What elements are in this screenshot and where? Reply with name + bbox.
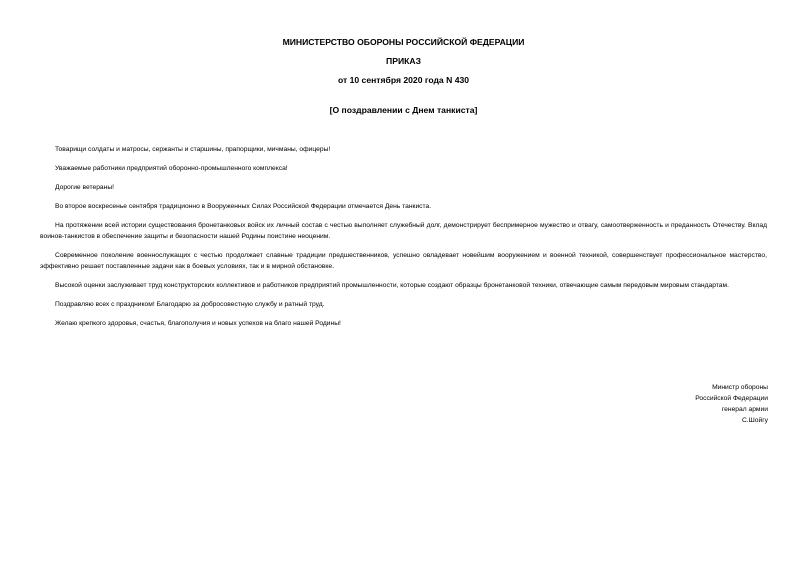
document-date-number: от 10 сентября 2020 года N 430 — [337, 75, 470, 85]
paragraph-wishes: Желаю крепкого здоровья, счастья, благополучия и новых успехов на благо нашей Родины! — [55, 320, 341, 327]
organization-heading: МИНИСТЕРСТВО ОБОРОНЫ РОССИЙСКОЙ ФЕДЕРАЦИИ — [282, 37, 525, 47]
paragraph-congratulations: Поздравляю всех с праздником! Благодарю за добросовестную службу и ратный труд. — [55, 301, 325, 308]
paragraph-holiday-intro: Во второе воскресенье сентября традиционно в Вооруженных Силах Российской Федерации отмечается День танкиста. — [55, 203, 432, 210]
document-body — [40, 144, 767, 337]
paragraph-industry-praise: Высокой оценки заслуживает труд конструкторских коллективов и работников предприятий промышленности, которые создают образцы бронетанковой техники, отвечающие самым передовым мировым стандартам. — [55, 282, 729, 289]
paragraph-history: На протяжении всей истории существования бронетанковых войск их личный состав с честью выполняет служебный долг, демонстрирует беспримерное мужество и отвагу, самоотверженность и преданность Отечеству. Вклад воинов-танкистов в обеспечение защиты и безопасности нашей Родины поистине неоценим. — [40, 222, 767, 240]
paragraph-greeting-veterans: Дорогие ветераны! — [55, 184, 114, 191]
signature-country: Российской Федерации — [695, 395, 768, 402]
paragraph-greeting-servicemen: Товарищи солдаты и матросы, сержанты и старшины, прапорщики, мичманы, офицеры! — [55, 146, 331, 153]
signature-position: Министр обороны — [712, 384, 768, 391]
signature-name: С.Шойгу — [741, 417, 768, 424]
signature-rank: генерал армии — [721, 406, 768, 413]
paragraph-modern-generation: Современное поколение военнослужащих с честью продолжает славные традиции предшественников, успешно овладевает новейшим вооружением и военной техникой, совершенствует профессиональное мастерство, эффективно решает поставленные задачи как в боевых условиях, так и в мирной обстановке. — [40, 252, 767, 270]
signature-block — [695, 382, 768, 426]
document-type-heading: ПРИКАЗ — [386, 56, 421, 66]
paragraph-greeting-industry: Уважаемые работники предприятий оборонно-промышленного комплекса! — [55, 165, 288, 172]
document-title: [О поздравлении с Днем танкиста] — [329, 105, 478, 115]
